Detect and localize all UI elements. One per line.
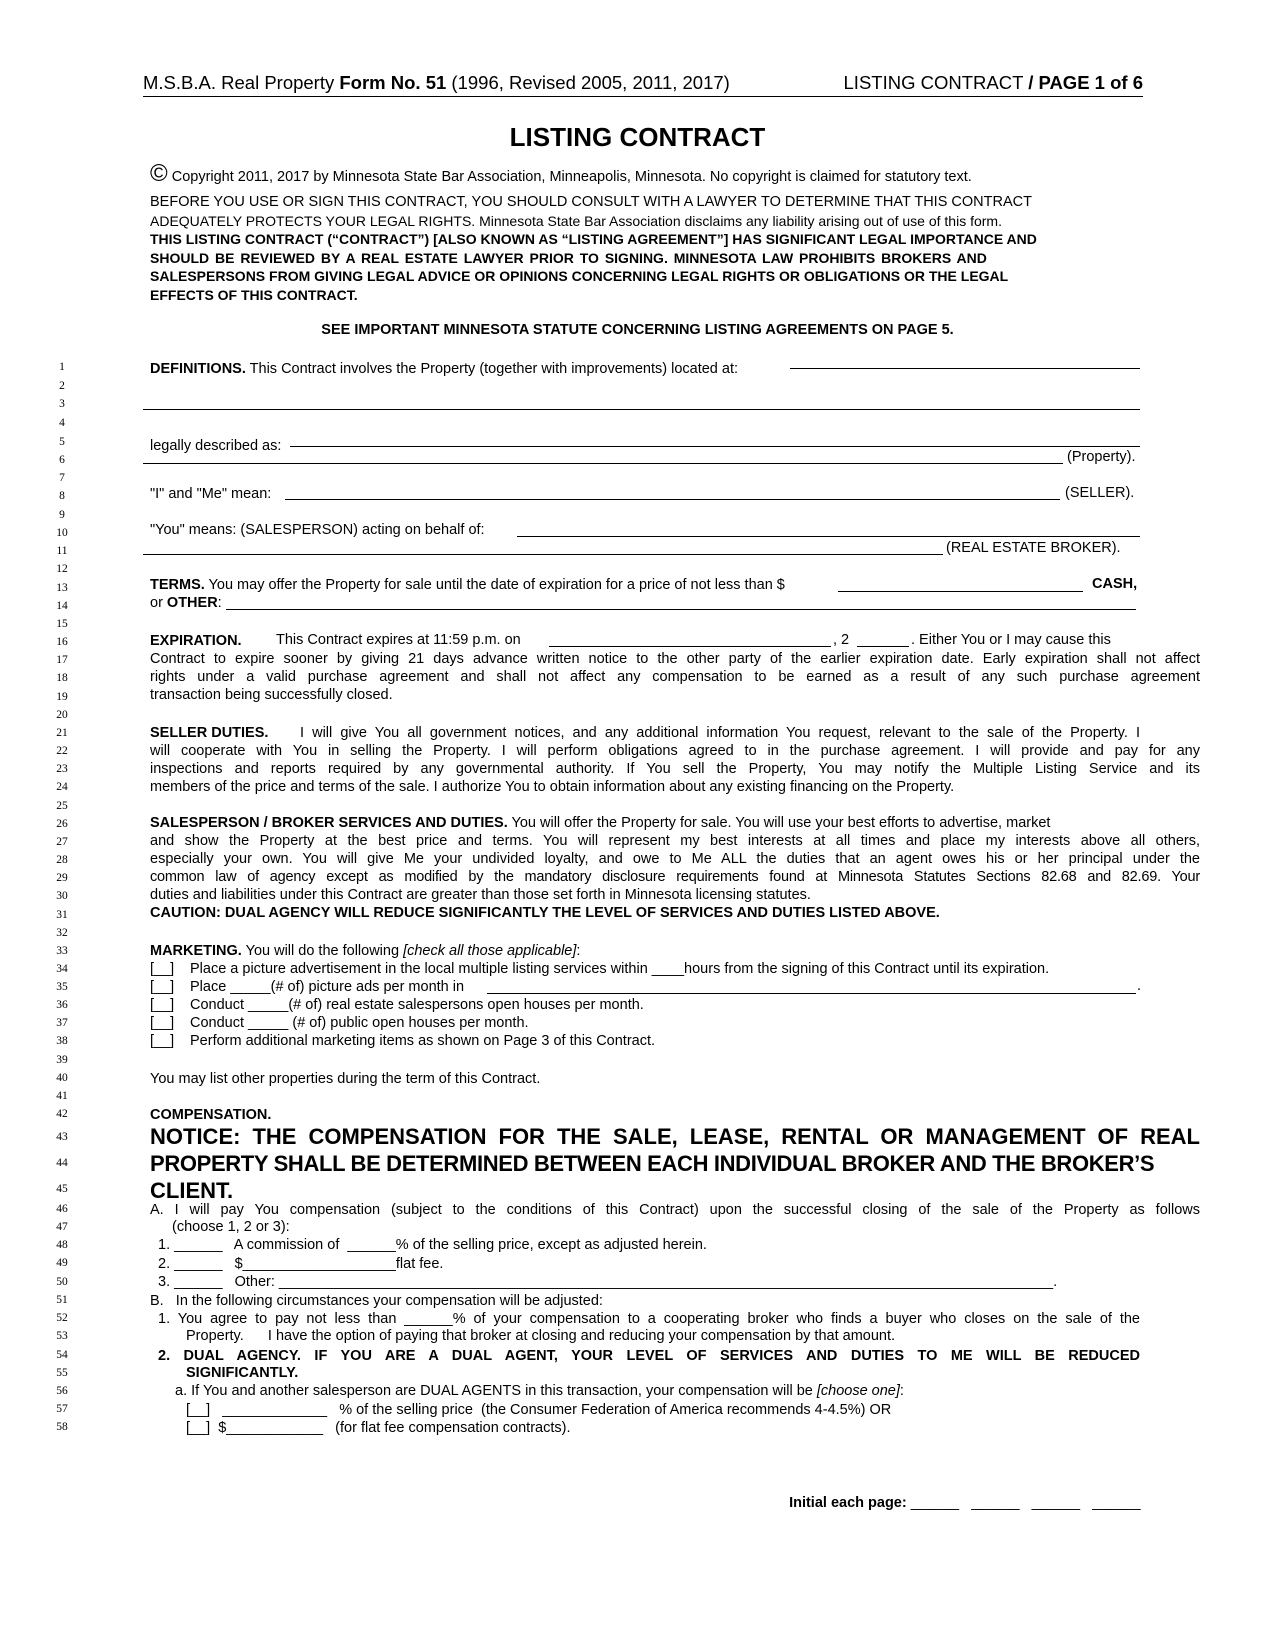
line-number: 19 xyxy=(56,691,68,703)
expiration-date-field[interactable] xyxy=(549,646,831,647)
comp-b1-line: 1. You agree to pay not less than ______% of your compensation to a cooperating broker who finds a buyer who closes on the sale of the xyxy=(158,1311,1140,1327)
line-number: 4 xyxy=(59,417,65,429)
line-number: 32 xyxy=(56,927,68,939)
other-properties-note: You may list other properties during the term of this Contract. xyxy=(150,1071,541,1087)
services-first-line: SALESPERSON / BROKER SERVICES AND DUTIES. You will offer the Property for sale. You will use your best efforts to advertise, market xyxy=(150,815,1051,831)
services-body-4: duties and liabilities under this Contract are greater than those set forth in Minnesota licensing statutes. xyxy=(150,887,811,903)
you-means-label: "You" means: (SALESPERSON) acting on behalf of: xyxy=(150,522,485,538)
line-number: 57 xyxy=(56,1403,68,1415)
expiration-body-3: transaction being successfully closed. xyxy=(150,687,393,703)
price-field[interactable] xyxy=(838,591,1083,592)
line-number: 54 xyxy=(56,1349,68,1361)
header-form-title: M.S.B.A. Real Property xyxy=(143,72,340,93)
marketing-item-1[interactable]: [__] Place a picture advertisement in the local multiple listing services within ____hours from the signing of this Contract until its expiration. xyxy=(150,961,1050,977)
line-number: 29 xyxy=(56,872,68,884)
line-number: 20 xyxy=(56,709,68,721)
seller-name-field[interactable] xyxy=(285,499,1060,500)
line-number: 48 xyxy=(56,1239,68,1251)
line-number: 10 xyxy=(56,527,68,539)
line-number: 11 xyxy=(56,545,68,557)
warning-line-1: BEFORE YOU USE OR SIGN THIS CONTRACT, YOU SHOULD CONSULT WITH A LAWYER TO DETERMINE THAT THIS CONTRACT xyxy=(150,194,1032,210)
bold-warning-1: THIS LISTING CONTRACT (“CONTRACT”) [ALSO KNOWN AS “LISTING AGREEMENT”] HAS SIGNIFICANT LEGAL IMPORTANCE AND xyxy=(150,231,1037,247)
line-number: 30 xyxy=(56,890,68,902)
line-number: 15 xyxy=(56,618,68,630)
line-number: 43 xyxy=(56,1131,68,1143)
line-number: 26 xyxy=(56,818,68,830)
services-body-3: common law of agency except as modified by the mandatory disclosure requirements found at Minnesota Statutes Sections 82.68 and 82.69. Your xyxy=(150,869,1200,885)
broker-field-2[interactable] xyxy=(143,554,943,555)
comp-b2-line-2: SIGNIFICANTLY. xyxy=(186,1365,299,1381)
seller-duties-body-1: will cooperate with You in selling the Property. I will perform obligations agreed to in the purchase agreement. I will provide and pay for any xyxy=(150,743,1200,759)
cash-label: CASH, xyxy=(1092,576,1138,592)
header-page-label: LISTING CONTRACT / PAGE 1 of 6 xyxy=(843,72,1143,93)
marketing-item-5[interactable]: [__] Perform additional marketing items as shown on Page 3 of this Contract. xyxy=(150,1033,656,1049)
line-number: 42 xyxy=(56,1108,68,1120)
services-body-2: especially your own. You will give Me your undivided loyalty, and owe to Me ALL the duties that an agent owes his or her principal under the xyxy=(150,851,1200,867)
line-number: 40 xyxy=(56,1072,68,1084)
checkbox-3[interactable]: [__] xyxy=(150,997,175,1013)
property-label: (Property). xyxy=(1067,449,1136,465)
line-number: 47 xyxy=(56,1221,68,1233)
comp-option-3[interactable]: 3. ______ Other: ________________________________________________________________________________________________. xyxy=(158,1274,1058,1290)
copyright-icon: © xyxy=(150,160,168,187)
seller-duties-body-3: members of the price and terms of the sale. I authorize You to obtain information about any existing financing on the Property. xyxy=(150,779,955,795)
compensation-heading: COMPENSATION. xyxy=(150,1107,272,1123)
expiration-body-2: rights under a valid purchase agreement and shall not affect any compensation to be earned as a result of any such purchase agreement xyxy=(150,669,1200,685)
line-number: 16 xyxy=(56,636,68,648)
line-number: 8 xyxy=(59,490,65,502)
line-number: 18 xyxy=(56,672,68,684)
checkbox-2[interactable]: [__] xyxy=(150,979,175,995)
header-form-revision: (1996, Revised 2005, 2011, 2017) xyxy=(446,72,730,93)
line-number: 6 xyxy=(59,454,65,466)
line-number: 37 xyxy=(56,1017,68,1029)
comp-b1-line-2: Property. I have the option of paying that broker at closing and reducing your compensation by that amount. xyxy=(186,1328,896,1344)
line-number: 28 xyxy=(56,854,68,866)
see-important-notice: SEE IMPORTANT MINNESOTA STATUTE CONCERNING LISTING AGREEMENTS ON PAGE 5. xyxy=(321,322,954,338)
line-number: 33 xyxy=(56,945,68,957)
warning-line-2: ADEQUATELY PROTECTS YOUR LEGAL RIGHTS. Minnesota State Bar Association disclaims any liability arising out of use of this form. xyxy=(150,213,1002,229)
line-number: 58 xyxy=(56,1421,68,1433)
line-number: 27 xyxy=(56,836,68,848)
line-number: 24 xyxy=(56,781,68,793)
line-number: 49 xyxy=(56,1257,68,1269)
header-rule xyxy=(143,96,1143,97)
header-form-number: Form No. 51 xyxy=(339,72,447,93)
property-address-field-2[interactable] xyxy=(143,409,1140,410)
comp-b-line: B. In the following circumstances your compensation will be adjusted: xyxy=(150,1293,603,1309)
line-number: 34 xyxy=(56,963,68,975)
expiration-body-1: Contract to expire sooner by giving 21 days advance written notice to the other party of the earlier expiration date. Early expiration shall not affect xyxy=(150,651,1200,667)
line-number: 22 xyxy=(56,745,68,757)
bold-warning-4: EFFECTS OF THIS CONTRACT. xyxy=(150,287,358,303)
line-number: 51 xyxy=(56,1294,68,1306)
broker-field[interactable] xyxy=(517,536,1140,537)
compensation-notice: NOTICE: THE COMPENSATION FOR THE SALE, LEASE, RENTAL OR MANAGEMENT OF REAL PROPERTY SHALL BE DETERMINED BETWEEN EACH INDIVIDUAL BROKER AND THE BROKER’S CLIENT. xyxy=(150,1124,1200,1203)
line-number: 44 xyxy=(56,1157,68,1169)
line-number: 14 xyxy=(56,600,68,612)
checkbox-5[interactable]: [__] xyxy=(150,1033,175,1049)
marketing-item-2[interactable]: [__] Place _____(# of) picture ads per month in xyxy=(150,979,465,995)
seller-duties-heading: SELLER DUTIES. xyxy=(150,725,269,741)
line-number: 55 xyxy=(56,1367,68,1379)
definitions-line: DEFINITIONS. This Contract involves the Property (together with improvements) located at: xyxy=(150,361,739,377)
broker-label: (REAL ESTATE BROKER). xyxy=(946,540,1121,556)
checkbox-1[interactable]: [__] xyxy=(150,961,175,977)
checkbox-4[interactable]: [__] xyxy=(150,1015,175,1031)
comp-b2-line: 2. DUAL AGENCY. IF YOU ARE A DUAL AGENT, YOUR LEVEL OF SERVICES AND DUTIES TO ME WILL BE REDUCED xyxy=(158,1348,1140,1364)
line-number: 21 xyxy=(56,727,68,739)
line-number: 53 xyxy=(56,1330,68,1342)
marketing-item-3[interactable]: [__] Conduct _____(# of) real estate salespersons open houses per month. xyxy=(150,997,644,1013)
line-number: 36 xyxy=(56,999,68,1011)
copyright-line: © Copyright 2011, 2017 by Minnesota State Bar Association, Minneapolis, Minnesota. No copyright is claimed for statutory text. xyxy=(150,160,972,187)
legally-described-label: legally described as: xyxy=(150,438,282,454)
seller-duties-body-2: inspections and reports required by any governmental authority. If You sell the Property, You may notify the Multiple Listing Service and its xyxy=(150,761,1200,777)
page-title: LISTING CONTRACT xyxy=(509,122,766,152)
expiration-text-2: . Either You or I may cause this xyxy=(911,632,1111,648)
expiration-year-prefix: , 2 xyxy=(833,632,850,648)
picture-ads-period: . xyxy=(1137,978,1142,994)
services-body-1: and show the Property at the best price and terms. You will represent my best interests at all times and place my interests above all others, xyxy=(150,833,1200,849)
page-header xyxy=(143,72,1143,96)
line-number: 5 xyxy=(59,436,65,448)
dual-agency-caution: CAUTION: DUAL AGENCY WILL REDUCE SIGNIFICANTLY THE LEVEL OF SERVICES AND DUTIES LISTED ABOVE. xyxy=(150,905,940,921)
marketing-item-4[interactable]: [__] Conduct _____ (# of) public open houses per month. xyxy=(150,1015,529,1031)
expiration-line: EXPIRATION. xyxy=(150,633,242,649)
line-number: 31 xyxy=(56,909,68,921)
other-terms-field[interactable] xyxy=(226,609,1136,610)
comp-option-1[interactable]: 1. ______ A commission of ______% of the selling price, except as adjusted herein. xyxy=(158,1237,707,1253)
legal-description-field-2[interactable] xyxy=(143,463,1063,464)
terms-other-line: or OTHER: xyxy=(150,595,222,611)
legal-description-field[interactable] xyxy=(290,446,1140,447)
line-number: 1 xyxy=(59,361,65,373)
expiration-text: This Contract expires at 11:59 p.m. on xyxy=(276,632,521,648)
picture-ads-field[interactable] xyxy=(487,993,1136,994)
bold-warning-3: SALESPERSONS FROM GIVING LEGAL ADVICE OR OPINIONS CONCERNING LEGAL RIGHTS OR OBLIGATIONS OR THE LEGAL xyxy=(150,268,1009,284)
line-number: 3 xyxy=(59,398,65,410)
line-number: 35 xyxy=(56,981,68,993)
seller-label: (SELLER). xyxy=(1065,485,1135,501)
initial-each-page[interactable]: Initial each page: ______ ______ ______ ______ xyxy=(789,1495,1141,1511)
bold-warning-2: SHOULD BE REVIEWED BY A REAL ESTATE LAWYER PRIOR TO SIGNING. MINNESOTA LAW PROHIBITS BROKERS AND xyxy=(150,250,987,266)
line-number: 45 xyxy=(56,1183,68,1195)
i-me-label: "I" and "Me" mean: xyxy=(150,486,272,502)
seller-duties-first: I will give You all government notices, and any additional information You request, relevant to the sale of the Property. I xyxy=(300,725,1140,741)
comp-b2a-line: a. If You and another salesperson are DUAL AGENTS in this transaction, your compensation will be [choose one]: xyxy=(175,1383,904,1399)
line-number: 52 xyxy=(56,1312,68,1324)
line-number: 41 xyxy=(56,1090,68,1102)
comp-a-line-2: (choose 1, 2 or 3): xyxy=(172,1219,290,1235)
expiration-year-field[interactable] xyxy=(857,646,909,647)
comp-option-2[interactable]: 2. ______ $___________________flat fee. xyxy=(158,1256,444,1272)
line-number: 25 xyxy=(56,800,68,812)
line-number: 13 xyxy=(56,582,68,594)
line-number: 23 xyxy=(56,763,68,775)
line-number: 56 xyxy=(56,1385,68,1397)
line-number: 9 xyxy=(59,509,65,521)
line-number: 39 xyxy=(56,1054,68,1066)
property-address-field[interactable] xyxy=(790,368,1140,369)
line-number: 38 xyxy=(56,1035,68,1047)
marketing-line: MARKETING. You will do the following [check all those applicable]: xyxy=(150,943,581,959)
line-number: 17 xyxy=(56,654,68,666)
line-number: 12 xyxy=(56,563,68,575)
line-number: 2 xyxy=(59,380,65,392)
line-number: 7 xyxy=(59,472,65,484)
terms-line: TERMS. You may offer the Property for sale until the date of expiration for a price of not less than $ xyxy=(150,577,785,593)
dual-agency-percent-option[interactable]: [__] _____________ % of the selling price (the Consumer Federation of America recommends 4-4.5%) OR xyxy=(186,1402,892,1418)
line-number: 46 xyxy=(56,1203,68,1215)
line-number: 50 xyxy=(56,1276,68,1288)
comp-a-line: A. I will pay You compensation (subject to the conditions of this Contract) upon the successful closing of the sale of the Property as follows xyxy=(150,1202,1200,1218)
dual-agency-flat-fee-option[interactable]: [__] $____________ (for flat fee compensation contracts). xyxy=(186,1420,571,1436)
